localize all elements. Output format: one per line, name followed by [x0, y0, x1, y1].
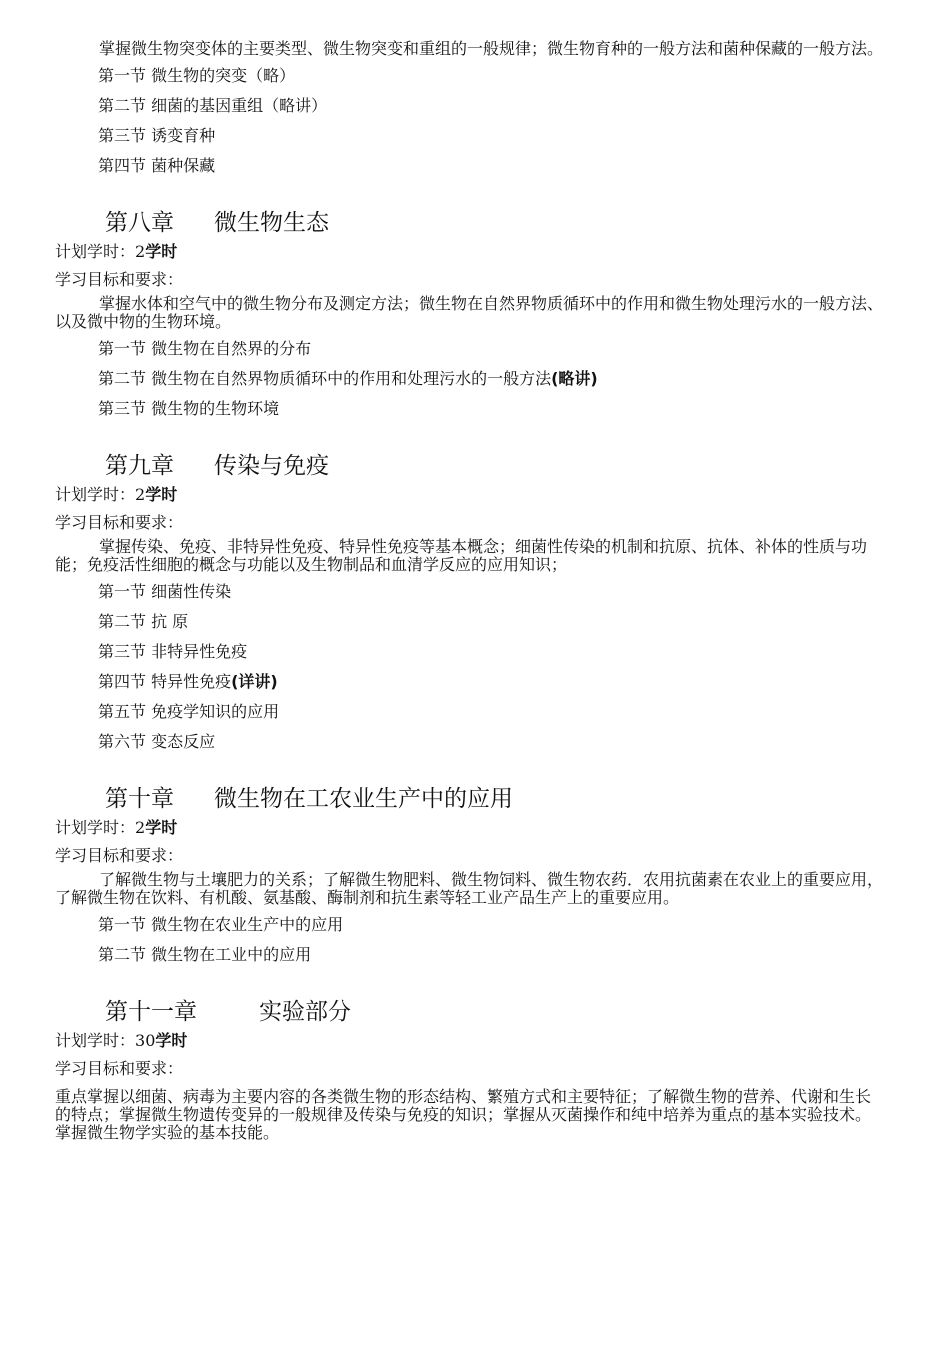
chapter-10-goals-label: 学习目标和要求：: [55, 846, 184, 865]
chapter-10-section-2: 第二节 微生物在工业中的应用: [98, 945, 312, 964]
chapter-10-title: 微生物在工农业生产中的应用: [214, 786, 513, 812]
chapter-8-goals-label: 学习目标和要求：: [55, 270, 184, 289]
chapter-9-heading: [55, 452, 885, 480]
document-page: [55, 40, 885, 1142]
chapter-8-section-1: 第一节 微生物在自然界的分布: [98, 339, 312, 358]
chapter-10-paragraph: 了解微生物与土壤肥力的关系；了解微生物肥料、微生物饲料、微生物农药．农用抗菌素在农业上的重要应用，了解微生物在饮料、有机酸、氨基酸、酶制剂和抗生素等轻工业产品生产上的重要应用。: [55, 870, 884, 907]
chapter-8-hours: 计划学时：2学时: [55, 242, 178, 261]
chapter-8-section-3: 第三节 微生物的生物环境: [98, 399, 280, 418]
chapter-10-heading: [55, 785, 885, 813]
intro-paragraph: 掌握微生物突变体的主要类型、微生物突变和重组的一般规律；微生物育种的一般方法和菌种保藏的一般方法。: [99, 39, 884, 58]
chapter-11-goals-label: 学习目标和要求：: [55, 1059, 184, 1078]
chapter-9-section-4: 第四节 特异性免疫(详讲): [98, 672, 278, 691]
chapter-8-number: 第八章: [105, 210, 174, 236]
intro-section-2: 第二节 细菌的基因重组（略讲）: [98, 96, 328, 115]
chapter-8-paragraph: 掌握水体和空气中的微生物分布及测定方法；微生物在自然界物质循环中的作用和微生物处理污水的一般方法、以及微中物的生物环境。: [55, 294, 884, 331]
chapter-8-heading: [55, 209, 885, 237]
chapter-8-section-2: 第二节 微生物在自然界物质循环中的作用和处理污水的一般方法(略讲): [98, 369, 598, 388]
chapter-9-number: 第九章: [105, 453, 174, 479]
chapter-10-hours: 计划学时：2学时: [55, 818, 178, 837]
chapter-9-title: 传染与免疫: [214, 453, 329, 479]
chapter-9-section-1: 第一节 细菌性传染: [98, 582, 232, 601]
chapter-9-goals-label: 学习目标和要求：: [55, 513, 184, 532]
intro-section-3: 第三节 诱变育种: [98, 126, 216, 145]
intro-section-4: 第四节 菌种保藏: [98, 156, 216, 175]
chapter-9-section-2: 第二节 抗 原: [98, 612, 189, 631]
chapter-10-section-1: 第一节 微生物在农业生产中的应用: [98, 915, 344, 934]
chapter-8-title: 微生物生态: [214, 210, 329, 236]
chapter-11-title: 实验部分: [259, 999, 351, 1025]
chapter-9-paragraph: 掌握传染、免疫、非特异性免疫、特异性免疫等基本概念；细菌性传染的机制和抗原、抗体、补体的性质与功能；免疫活性细胞的概念与功能以及生物制品和血清学反应的应用知识；: [55, 537, 868, 574]
intro-section-1: 第一节 微生物的突变（略）: [98, 66, 296, 85]
chapter-9-hours: 计划学时：2学时: [55, 485, 178, 504]
chapter-9-section-6: 第六节 变态反应: [98, 732, 216, 751]
chapter-11-number: 第十一章: [105, 999, 197, 1025]
chapter-11-heading: [55, 998, 885, 1026]
chapter-9-section-3: 第三节 非特异性免疫: [98, 642, 248, 661]
chapter-11-paragraph: 重点掌握以细菌、病毒为主要内容的各类微生物的形态结构、繁殖方式和主要特征；了解微生物的营养、代谢和生长的特点；掌握微生物遗传变异的一般规律及传染与免疫的知识；掌握从灭菌操作和纯中培养为重点的基本实验技术。掌握微生物学实验的基本技能。: [55, 1087, 872, 1142]
chapter-10-number: 第十章: [105, 786, 174, 812]
chapter-9-section-5: 第五节 免疫学知识的应用: [98, 702, 280, 721]
chapter-11-hours: 计划学时：30学时: [55, 1031, 188, 1050]
